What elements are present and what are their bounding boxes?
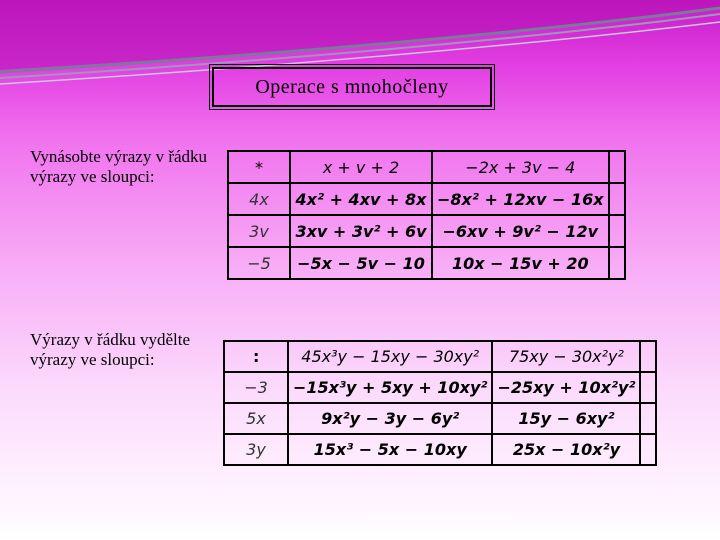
empty-cell bbox=[640, 372, 656, 403]
column-header: 45x³y − 15xy − 30xy² bbox=[288, 341, 492, 372]
empty-cell bbox=[640, 403, 656, 434]
multiplication-table bbox=[227, 150, 626, 280]
result-cell: −15x³y + 5xy + 10xy² bbox=[288, 372, 492, 403]
result-cell: −5x − 5v − 10 bbox=[290, 247, 432, 279]
column-header: x + v + 2 bbox=[290, 151, 432, 183]
operator-cell: * bbox=[228, 151, 290, 183]
result-cell: 15y − 6xy² bbox=[492, 403, 640, 434]
result-cell: 25x − 10x²y bbox=[492, 434, 640, 465]
task1-instruction-line1: Vynásobte výrazy v řádku bbox=[30, 147, 208, 166]
empty-cell bbox=[640, 341, 656, 372]
result-cell: 9x²y − 3y − 6y² bbox=[288, 403, 492, 434]
result-cell: −6xv + 9v² − 12v bbox=[432, 215, 609, 247]
row-header: −3 bbox=[224, 372, 288, 403]
empty-cell bbox=[609, 247, 625, 279]
result-cell: 10x − 15v + 20 bbox=[432, 247, 609, 279]
operator-cell: : bbox=[224, 341, 288, 372]
table-row bbox=[224, 434, 656, 465]
division-table bbox=[223, 340, 657, 466]
task1-instruction bbox=[30, 147, 207, 187]
empty-cell bbox=[640, 434, 656, 465]
row-header: 5x bbox=[224, 403, 288, 434]
column-header: 75xy − 30x²y² bbox=[492, 341, 640, 372]
task2-instruction-line1: Výrazy v řádku vydělte bbox=[30, 330, 191, 349]
table-row bbox=[228, 247, 625, 279]
task1-instruction-line2: výrazy ve sloupci: bbox=[30, 167, 155, 186]
result-cell: 15x³ − 5x − 10xy bbox=[288, 434, 492, 465]
result-cell: 3xv + 3v² + 6v bbox=[290, 215, 432, 247]
result-cell: −25xy + 10x²y² bbox=[492, 372, 640, 403]
result-cell: 4x² + 4xv + 8x bbox=[290, 183, 432, 215]
row-header: 3v bbox=[228, 215, 290, 247]
task2-instruction-line2: výrazy ve sloupci: bbox=[30, 350, 155, 369]
empty-cell bbox=[609, 215, 625, 247]
table-row bbox=[224, 403, 656, 434]
row-header: −5 bbox=[228, 247, 290, 279]
table-row bbox=[228, 183, 625, 215]
page-title: Operace s mnohočleny bbox=[212, 67, 492, 107]
empty-cell bbox=[609, 151, 625, 183]
table-header-row bbox=[228, 151, 625, 183]
empty-cell bbox=[609, 183, 625, 215]
table-row bbox=[224, 372, 656, 403]
result-cell: −8x² + 12xv − 16x bbox=[432, 183, 609, 215]
task2-instruction bbox=[30, 330, 190, 370]
row-header: 4x bbox=[228, 183, 290, 215]
column-header: −2x + 3v − 4 bbox=[432, 151, 609, 183]
table-row bbox=[228, 215, 625, 247]
row-header: 3y bbox=[224, 434, 288, 465]
table-header-row bbox=[224, 341, 656, 372]
